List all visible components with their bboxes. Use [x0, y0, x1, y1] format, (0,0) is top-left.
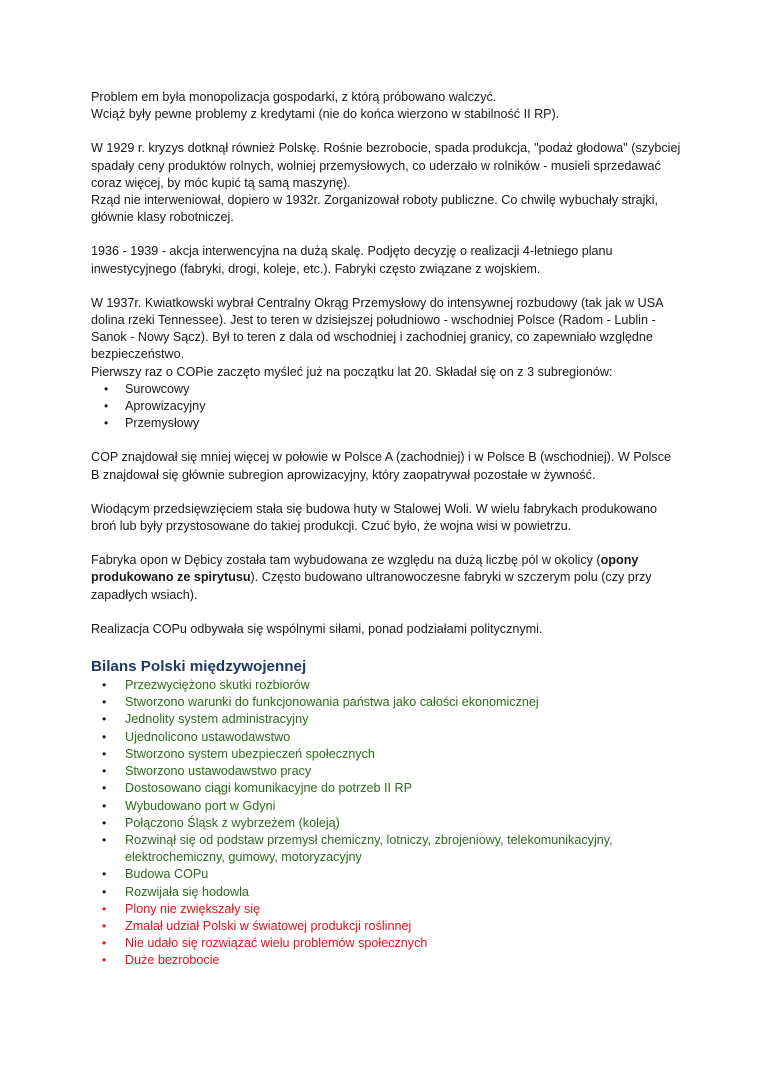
list-item-positive: • Rozwijała się hodowla: [91, 884, 681, 901]
paragraph-crisis: W 1929 r. kryzys dotknął również Polskę. Rośnie bezrobocie, spada produkcja, "podaż głodowa" (szybciej spadały ceny produktów rolnych, wolniej przemysłowych, co uderzało w rolników - musieli sprzedawać coraz więcej, by móc kupić tą samą maszynę).: [91, 141, 681, 190]
list-item-positive: • Przezwyciężono skutki rozbiorów: [91, 677, 681, 694]
bilans-list: [91, 677, 681, 969]
paragraph-realizacja: Realizacja COPu odbywała się wspólnymi siłami, ponad podziałami politycznymi.: [91, 621, 543, 636]
paragraph-intervention: 1936 - 1939 - akcja interwencyjna na dużą skalę. Podjęto decyzję o realizacji 4-letniego planu inwestycyjnego (fabryki, drogi, koleje, etc.). Fabryki często związane z wojskiem.: [91, 244, 613, 276]
text-run: ). Często budowano ultranowoczesne fabryki w szczerym polu (czy przy zapadłych wsiach).: [91, 570, 652, 602]
list-item: • Surowcowy: [91, 381, 681, 398]
paragraph-cop-origin: Pierwszy raz o COPie zaczęto myśleć już na początku lat 20. Składał się on z 3 subregionów:: [91, 364, 613, 379]
paragraph-cop-location: COP znajdował się mniej więcej w połowie w Polsce A (zachodniej) i w Polsce B (wschodniej). W Polsce B znajdował się głównie subregion aprowizacyjny, który zaopatrywał pozostałe w żywność.: [91, 450, 672, 482]
list-item-positive: • Rozwinął się od podstaw przemysł chemiczny, lotniczy, zbrojeniowy, telekomunikacyjny, elektrochemiczny, gumowy, motoryzacyjny: [91, 832, 681, 866]
list-item-positive: • Stworzono system ubezpieczeń społecznych: [91, 746, 681, 763]
list-item-positive: • Jednolity system administracyjny: [91, 711, 681, 728]
text-run: Fabryka opon w Dębicy została tam wybudowana ze względu na dużą liczbę pól w okolicy (: [91, 553, 601, 568]
list-item-positive: • Stworzono warunki do funkcjonowania państwa jako całości ekonomicznej: [91, 694, 681, 711]
list-item-positive: • Ujednolicono ustawodawstwo: [91, 729, 681, 746]
list-item-positive: • Stworzono ustawodawstwo pracy: [91, 763, 681, 780]
list-item-negative: • Zmalał udział Polski w światowej produkcji roślinnej: [91, 918, 681, 935]
list-item-positive: • Wybudowano port w Gdyni: [91, 798, 681, 815]
list-item-positive: • Dostosowano ciągi komunikacyjne do potrzeb II RP: [91, 780, 681, 797]
list-item-positive: • Połączono Śląsk z wybrzeżem (koleją): [91, 815, 681, 832]
paragraph-stalowa-wola: Wiodącym przedsięwzięciem stała się budowa huty w Stalowej Woli. W wielu fabrykach produkowano broń lub były przystosowane do takiej produkcji. Czuć było, że wojna wisi w powietrzu.: [91, 501, 658, 534]
paragraph-cop: W 1937r. Kwiatkowski wybrał Centralny Okrąg Przemysłowy do intensywnej rozbudowy (tak jak w USA dolina rzeki Tennessee). Jest to teren w dzisiejszej południowo - wschodniej Polsce (Radom - Lublin - Sanok - Nowy Sącz). Był to teren z dala od wschodniej i zachodniej granicy, co zapewniało względne bezpieczeństwo.: [91, 295, 663, 362]
paragraph-1-line-1: Problem em była monopolizacja gospodarki, z którą próbowano walczyć.: [91, 90, 497, 104]
list-item-negative: • Plony nie zwiększały się: [91, 901, 681, 918]
list-item-positive: • Budowa COPu: [91, 866, 681, 883]
paragraph-1-line-2: Wciąż były pewne problemy z kredytami (nie do końca wierzono w stabilność II RP).: [91, 107, 560, 122]
subregion-list: [91, 381, 681, 433]
list-item: • Przemysłowy: [91, 415, 681, 432]
paragraph-government: Rząd nie interweniował, dopiero w 1932r. Zorganizował roboty publiczne. Co chwilę wybuchały strajki, głównie klasy robotniczej.: [91, 193, 659, 225]
section-heading: Bilans Polski międzywojennej: [91, 658, 307, 676]
paragraph-debica: [91, 552, 681, 604]
list-item-negative: • Duże bezrobocie: [91, 952, 681, 969]
document-body: [91, 89, 681, 970]
bold-text-run: opony produkowano ze spirytusu: [91, 553, 639, 585]
list-item-negative: • Nie udało się rozwiązać wielu problemów społecznych: [91, 935, 681, 952]
list-item: • Aprowizacyjny: [91, 398, 681, 415]
